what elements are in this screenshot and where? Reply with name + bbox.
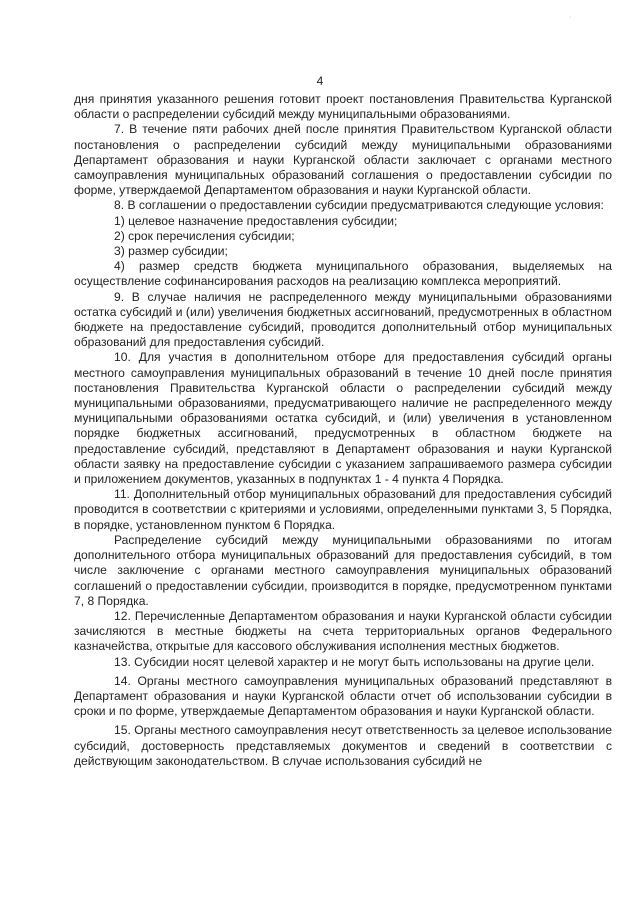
paragraph-continuation: дня принятия указанного решения готовит проект постановления Правительства Курганской области о распределении субсидий между муниципальными образованиями.	[74, 92, 612, 122]
paragraph-9: 9. В случае наличия не распределенного между муниципальными образованиями остатка субсидий и (или) увеличения бюджетных ассигнований, предусмотренных в областном бюджете на предоставление субсидий, проводится дополнительный отбор муниципальных образований для предоставления субсидий.	[74, 289, 612, 350]
paragraph-8: 8. В соглашении о предоставлении субсидии предусматриваются следующие условия:	[114, 198, 604, 213]
corner-mark: ·	[569, 14, 572, 21]
list-item: 1) целевое назначение предоставления субсидии;	[114, 213, 398, 228]
list-item: 2) срок перечисления субсидии;	[114, 228, 295, 243]
document-body	[74, 92, 612, 769]
page-number: 4	[316, 74, 324, 88]
paragraph-13: 13. Субсидии носят целевой характер и не могут быть использованы на другие цели.	[114, 654, 595, 669]
paragraph-11-distribution: Распределение субсидий между муниципальными образованиями по итогам дополнительного отбора муниципальных образований для предоставления субсидий, в том числе заключение с органами местного самоуправления муниципальных образований соглашений о предоставлении субсидии, производится в порядке, предусмотренном пунктами 7, 8 Порядка.	[74, 532, 612, 608]
paragraph-11: 11. Дополнительный отбор муниципальных образований для предоставления субсидий проводится в соответствии с критериями и условиями, определенными пунктами 3, 5 Порядка, в порядке, установленном пунктом 6 Порядка.	[74, 487, 612, 532]
paragraph-12: 12. Перечисленные Департаментом образования и науки Курганской области субсидии зачисляются в местные бюджеты на счета территориальных органов Федерального казначейства, открытые для кассового обслуживания исполнения местных бюджетов.	[74, 608, 612, 654]
paragraph-15: 15. Органы местного самоуправления несут ответственность за целевое использование субсидий, достоверность представляемых документов и сведений в соответствии с действующим законодательством. В случае использования субсидий не	[74, 723, 612, 768]
paragraph-7: 7. В течение пяти рабочих дней после принятия Правительством Курганской области постановления о распределении субсидий между муниципальными образованиями Департамент образования и науки Курганской области заключает с органами местного самоуправления муниципальных образований соглашения о предоставлении субсидии по форме, утверждаемой Департаментом образования и науки Курганской области.	[74, 122, 612, 198]
list-item: 3) размер субсидии;	[114, 244, 228, 259]
list-item: 4) размер средств бюджета муниципального образования, выделяемых на осуществление софинансирования расходов на реализацию комплекса мероприятий.	[74, 259, 612, 289]
paragraph-14: 14. Органы местного самоуправления муниципальных образований представляют в Департамент образования и науки Курганской области отчет об использовании субсидии в сроки и по форме, утверждаемые Департаментом образования и науки Курганской области.	[74, 673, 612, 719]
paragraph-10: 10. Для участия в дополнительном отборе для предоставления субсидий органы местного самоуправления муниципальных образований в течение 10 дней после принятия постановления Правительства Курганской области о распределении субсидий между муниципальными образованиями, предусматривающего наличие не распределенного между муниципальными образованиями остатка субсидий, и (или) увеличения в установленном порядке бюджетных ассигнований, предусмотренных в областном бюджете на предоставление субсидий, представляют в Департамент образования и науки Курганской области заявку на предоставление субсидии с указанием запрашиваемого размера субсидии и приложением документов, указанных в подпунктах 1 - 4 пункта 4 Порядка.	[74, 350, 612, 487]
